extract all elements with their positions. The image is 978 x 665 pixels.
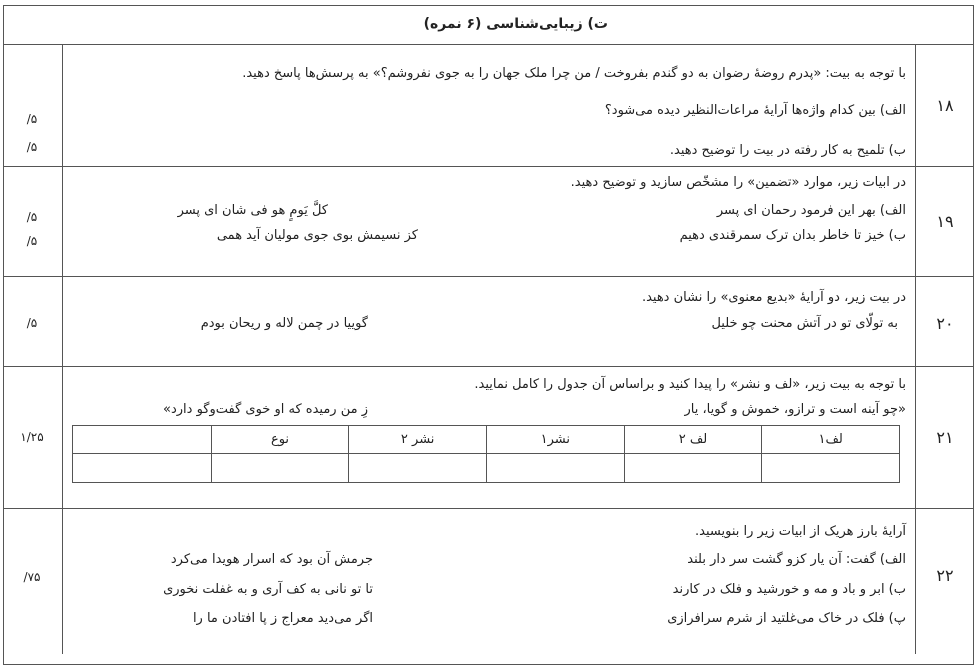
question-number: ۱۸ [936, 96, 954, 115]
question-part: الف) بین کدام واژه‌ها آرایهٔ مراعات‌النظیر دیده می‌شود؟ [604, 103, 906, 118]
verse-first-hemistich: ب) خیز تا خاطر بدان ترک سمرقندی دهیم [679, 228, 906, 243]
question-prompt: در بیت زیر، دو آرایهٔ «بدیع معنوی» را نشان دهید. [641, 290, 906, 305]
verse-second-hemistich: کلَّ یَومٍ هو فی شان ای پسر [177, 203, 328, 218]
question-part: ب) تلمیح به کار رفته در بیت را توضیح دهید. [669, 143, 906, 158]
question-number: ۲۱ [936, 428, 954, 447]
question-number: ۲۰ [936, 314, 954, 333]
verse-second-hemistich: جرمش آن بود که اسرار هویدا می‌کرد [170, 552, 373, 567]
question-prompt: در ابیات زیر، موارد «تضمین» را مشخّص سازید و توضیح دهید. [570, 175, 906, 190]
verse-second-hemistich: گوییا در چمن لاله و ریحان بودم [200, 316, 368, 331]
verse-first-hemistich: الف) بهر این فرمود رحمان ای پسر [716, 203, 906, 218]
question-score: /۵ [26, 210, 38, 224]
question-score: /۵ [26, 234, 38, 248]
row-divider [3, 366, 974, 367]
table-header: لف۱ [761, 426, 899, 454]
table-header: نشر۱ [486, 426, 624, 454]
verse-first-hemistich: ب) ابر و باد و مه و خورشید و فلک در کارند [672, 582, 906, 597]
answer-cell[interactable] [348, 454, 486, 482]
question-score: /۵ [26, 140, 38, 154]
answer-cell[interactable] [761, 454, 899, 482]
table-header: نشر ۲ [348, 426, 486, 454]
table-header [73, 426, 211, 454]
section-title: ت) زیبایی‌شناسی (۶ نمره) [423, 16, 608, 32]
question-prompt: با توجه به بیت زیر، «لف و نشر» را پیدا کنید و براساس آن جدول را کامل نمایید. [474, 377, 906, 392]
question-number: ۱۹ [936, 212, 954, 231]
score-column-divider [62, 44, 63, 654]
verse-first-hemistich: «چو آینه است و ترازو، خموش و گویا، یار [684, 402, 906, 417]
row-divider [3, 508, 974, 509]
verse-first-hemistich: پ) فلک در خاک می‌غلتید از شرم سرافرازی [667, 611, 906, 626]
question-score: ۱/۲۵ [20, 430, 44, 444]
question-score: /۵ [26, 316, 38, 330]
table-header: لف ۲ [624, 426, 762, 454]
question-number: ۲۲ [936, 566, 954, 585]
row-divider [3, 276, 974, 277]
answer-cell[interactable] [211, 454, 349, 482]
verse-second-hemistich: زِ من رمیده که او خوی گفت‌وگو دارد» [163, 402, 368, 417]
table-header: نوع [211, 426, 349, 454]
verse-second-hemistich: کز نسیمش بوی جوی مولیان آید همی [216, 228, 418, 243]
row-divider [3, 166, 974, 167]
number-column-divider [915, 44, 916, 654]
question-score: /۷۵ [23, 570, 41, 584]
answer-cell[interactable] [486, 454, 624, 482]
question-prompt: آرایهٔ بارز هریک از ابیات زیر را بنویسید. [695, 524, 906, 539]
question-prompt: با توجه به بیت: «پدرم روضهٔ رضوان به دو گندم بفروخت / من چرا ملک جهان را به جوی نفروشم؟» به پرسش‌ها پاسخ دهید. [242, 66, 906, 81]
verse-second-hemistich: تا تو نانی به کف آری و به غفلت نخوری [163, 582, 373, 597]
question-score: /۵ [26, 112, 38, 126]
answer-cell[interactable] [624, 454, 762, 482]
verse-first-hemistich: به تولّای تو در آتش محنت چو خلیل [711, 316, 898, 331]
answer-cell[interactable] [73, 454, 211, 482]
answer-table [72, 425, 900, 483]
row-divider [3, 44, 974, 45]
verse-first-hemistich: الف) گفت: آن یار کزو گشت سر دار بلند [687, 552, 906, 567]
verse-second-hemistich: اگر می‌دید معراج ز پا افتادن ما را [192, 611, 373, 626]
